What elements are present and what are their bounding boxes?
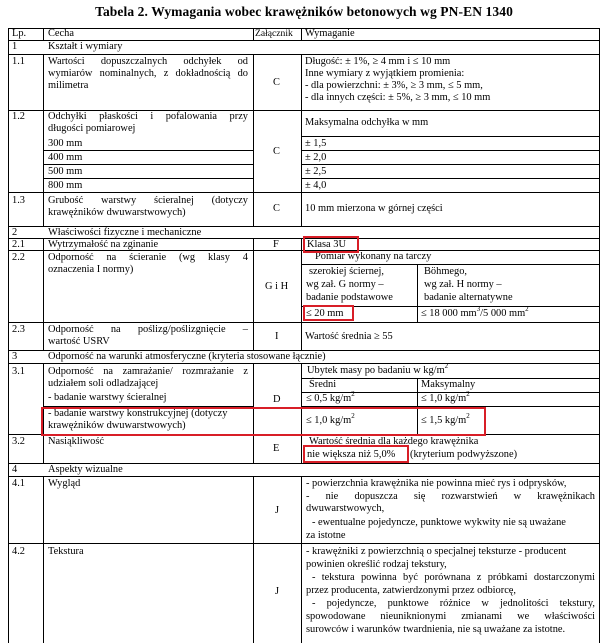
row-2-2-cecha-line: Odporność na ścieranie (wg klasy 4 [48, 252, 248, 263]
row-2-2-zal: G i H [265, 281, 289, 292]
row-2-3-lp: 2.3 [12, 324, 25, 335]
table-title: Tabela 2. Wymagania wobec krawężników betonowych wg PN-EN 1340 [95, 4, 513, 19]
row-4-1-zal: J [275, 505, 280, 516]
row-1-1-wym-line: - dla powierzchni: ± 3%, ≥ 3 mm, ≤ 5 mm, [305, 80, 483, 91]
row-1-3-lp: 1.3 [12, 195, 25, 206]
section-3-lp: 3 [12, 351, 18, 362]
row-3-1-zal: D [273, 394, 281, 405]
row-1-1-cecha-line: Wartości dopuszczalnych odchyłek od [48, 56, 248, 67]
row-3-1-lp: 3.1 [12, 366, 25, 377]
section-2-lp: 2 [12, 227, 18, 238]
row-4-2-wym-line: przez producenta, zatwierdzonymi przez odbiorcę, [306, 585, 517, 596]
row-3-2-cecha: Nasiąkliwość [48, 436, 104, 447]
header-cecha: Cecha [48, 28, 74, 39]
row-2-2-left-val: ≤ 20 mm [306, 308, 344, 319]
row-3-1-b-max: ≤ 1,5 $kg/m^2$ [421, 411, 470, 426]
row-3-2-wym-criterion: (kryterium podwyższone) [410, 449, 518, 460]
header-wymaganie: Wymaganie [305, 28, 355, 39]
row-1-2-wym-head: Maksymalna odchyłka w mm [305, 117, 429, 128]
row-1-2-cecha-line: Odchyłki płaskości i pofalowania przy [48, 111, 248, 122]
highlight-box [303, 305, 354, 321]
row-3-1-a-avg: ≤ 0,5 $kg/m^2$ [306, 389, 355, 404]
row-1-2-val: ± 1,5 [305, 138, 327, 149]
row-1-3-zal: C [273, 203, 280, 214]
row-1-2-len: 500 mm [48, 166, 83, 177]
row-4-1-wym-line: - ewentualne pojedyncze, punktowe wykwity nie są uważane [312, 517, 566, 528]
row-4-1-wym-line: - powierzchnia krawężnika nie powinna mieć rys i odprysków, [306, 478, 567, 489]
row-2-2-wym-head: Pomiar wykonany na tarczy [315, 251, 432, 262]
row-4-2-zal: J [275, 586, 280, 597]
row-2-1-zal: F [273, 239, 279, 250]
row-4-2-wym-line: powinien określić rodzaj tekstury, [306, 559, 447, 570]
row-2-2-left-line: badanie podstawowe [306, 292, 393, 303]
row-2-3-wym: Wartość średnia ≥ 55 [305, 331, 393, 342]
row-3-1-col-avg: Średni [309, 379, 337, 390]
row-2-3-cecha-line: Odporność na poślizg/poślizgnięcie – [48, 324, 248, 335]
row-2-2-lp: 2.2 [12, 252, 25, 263]
section-3-title: Odporność na warunki atmosferyczne (kryteria stosowane łącznie) [48, 351, 326, 362]
row-3-1-a-max: ≤ 1,0 $kg/m^2$ [421, 389, 470, 404]
row-1-3-cecha-line: Grubość warstwy ścieralnej (dotyczy [48, 195, 248, 206]
row-4-2-cecha: Tekstura [48, 546, 84, 557]
row-4-2-wym-line: - tekstura powinna być porównana z próbkami dostarczonymi [312, 572, 595, 583]
row-2-2-left-line: wg zał. G normy – [306, 279, 384, 290]
row-2-1-lp: 2.1 [12, 239, 25, 250]
row-3-2-wym-value: nie większa niż 5,0% [307, 449, 396, 460]
row-4-1-wym-line: za istotne [306, 530, 346, 541]
row-1-2-cecha-line: długości pomiarowej [48, 123, 136, 134]
section-4-lp: 4 [12, 464, 18, 475]
row-2-1-cecha: Wytrzymałość na zginanie [48, 239, 159, 250]
header-lp: Lp. [12, 28, 27, 39]
row-2-3-cecha-line: wartość USRV [48, 336, 110, 347]
row-3-1-wym-head: Ubytek masy po badaniu w $kg/m^2$ [307, 361, 449, 376]
row-3-2-zal: E [273, 443, 280, 454]
row-1-2-val: ± 4,0 [305, 180, 327, 191]
row-1-2-val: ± 2,0 [305, 152, 327, 163]
highlight-box [303, 236, 359, 253]
row-4-2-wym-line: spowodowane nieuniknionymi zmianami we właściwości [306, 611, 595, 622]
row-1-1-wym-line: - dla innych części: ± 5%, ≥ 3 mm, ≤ 10 mm [305, 92, 491, 103]
highlight-box [41, 407, 486, 436]
row-4-1-wym-line: - nie dopuszcza się rozwarstwień w krawężnikach [306, 491, 595, 502]
row-1-2-lp: 1.2 [12, 111, 25, 122]
row-2-1-wym: Klasa 3U [307, 239, 346, 250]
row-4-2-wym-line: - krawężniki z powierzchnią o specjalnej teksturze - producent [306, 546, 567, 557]
row-1-1-zal: C [273, 77, 280, 88]
row-2-2-right-line: badanie alternatywne [424, 292, 513, 303]
row-4-1-cecha: Wygląd [48, 478, 81, 489]
row-2-2-right-val: ≤ 18 000 $mm^3/5$ 000 $mm^2$ [421, 304, 529, 319]
section-1-title: Kształt i wymiary [48, 41, 123, 52]
row-1-1-wym-line: Inne wymiary z wyjątkiem promienia: [305, 68, 465, 79]
row-3-2-lp: 3.2 [12, 436, 25, 447]
row-2-2-cecha-line: oznaczenia I normy) [48, 264, 134, 275]
row-3-1-cecha-b-line: krawężników dwuwarstwowych) [48, 420, 186, 431]
row-3-1-b-avg: ≤ 1,0 $kg/m^2$ [306, 411, 355, 426]
row-1-1-cecha-line: milimetra [48, 80, 89, 91]
section-4-title: Aspekty wizualne [48, 464, 123, 475]
highlight-box [303, 445, 409, 463]
row-1-2-len: 800 mm [48, 180, 83, 191]
row-1-2-len: 400 mm [48, 152, 83, 163]
row-3-1-col-max: Maksymalny [421, 379, 476, 390]
row-3-1-cecha-a: - badanie warstwy ścieralnej [48, 392, 167, 403]
row-1-1-cecha-line: wymiarów nominalnych, z dokładnością do [48, 68, 248, 79]
row-4-2-wym-line: - pojedyncze, punktowe różnice w jednolitości tekstury, [312, 598, 595, 609]
section-2-title: Właściwości fizyczne i mechaniczne [48, 227, 202, 238]
row-4-1-wym-line: dwuwarstwowych, [306, 503, 385, 514]
section-1-lp: 1 [12, 41, 18, 52]
row-1-3-cecha-line: krawężników dwuwarstwowych) [48, 207, 186, 218]
row-1-2-zal: C [273, 146, 280, 157]
row-2-2-left-line: szerokiej ściernej, [309, 266, 385, 277]
row-2-3-zal: I [275, 331, 279, 342]
row-4-2-wym-line: surowców i warunków twardnienia, nie są uważane za istotne. [306, 624, 566, 635]
row-1-1-wym-line: Długość: ± 1%, ≥ 4 mm i ≤ 10 mm [305, 56, 451, 67]
row-3-1-cecha-line: Odporność na zamrażanie/ rozmrażanie z [48, 366, 248, 377]
row-3-2-wym-line1: Wartość średnia dla każdego krawężnika [309, 436, 479, 447]
row-2-2-right-line: wg zał. H normy – [424, 279, 502, 290]
row-4-2-lp: 4.2 [12, 546, 25, 557]
row-3-1-cecha-b-line: - badanie warstwy konstrukcyjnej (dotyczy [48, 408, 228, 419]
row-1-3-wym: 10 mm mierzona w górnej części [305, 203, 443, 214]
row-4-1-lp: 4.1 [12, 478, 25, 489]
row-1-1-lp: 1.1 [12, 56, 25, 67]
row-1-2-val: ± 2,5 [305, 166, 327, 177]
row-2-2-right-line: Böhmego, [424, 266, 468, 277]
header-zalacznik: Załącznik [255, 28, 293, 39]
row-1-2-len: 300 mm [48, 138, 83, 149]
row-3-1-cecha-line: udziałem soli odladzającej [48, 378, 159, 389]
